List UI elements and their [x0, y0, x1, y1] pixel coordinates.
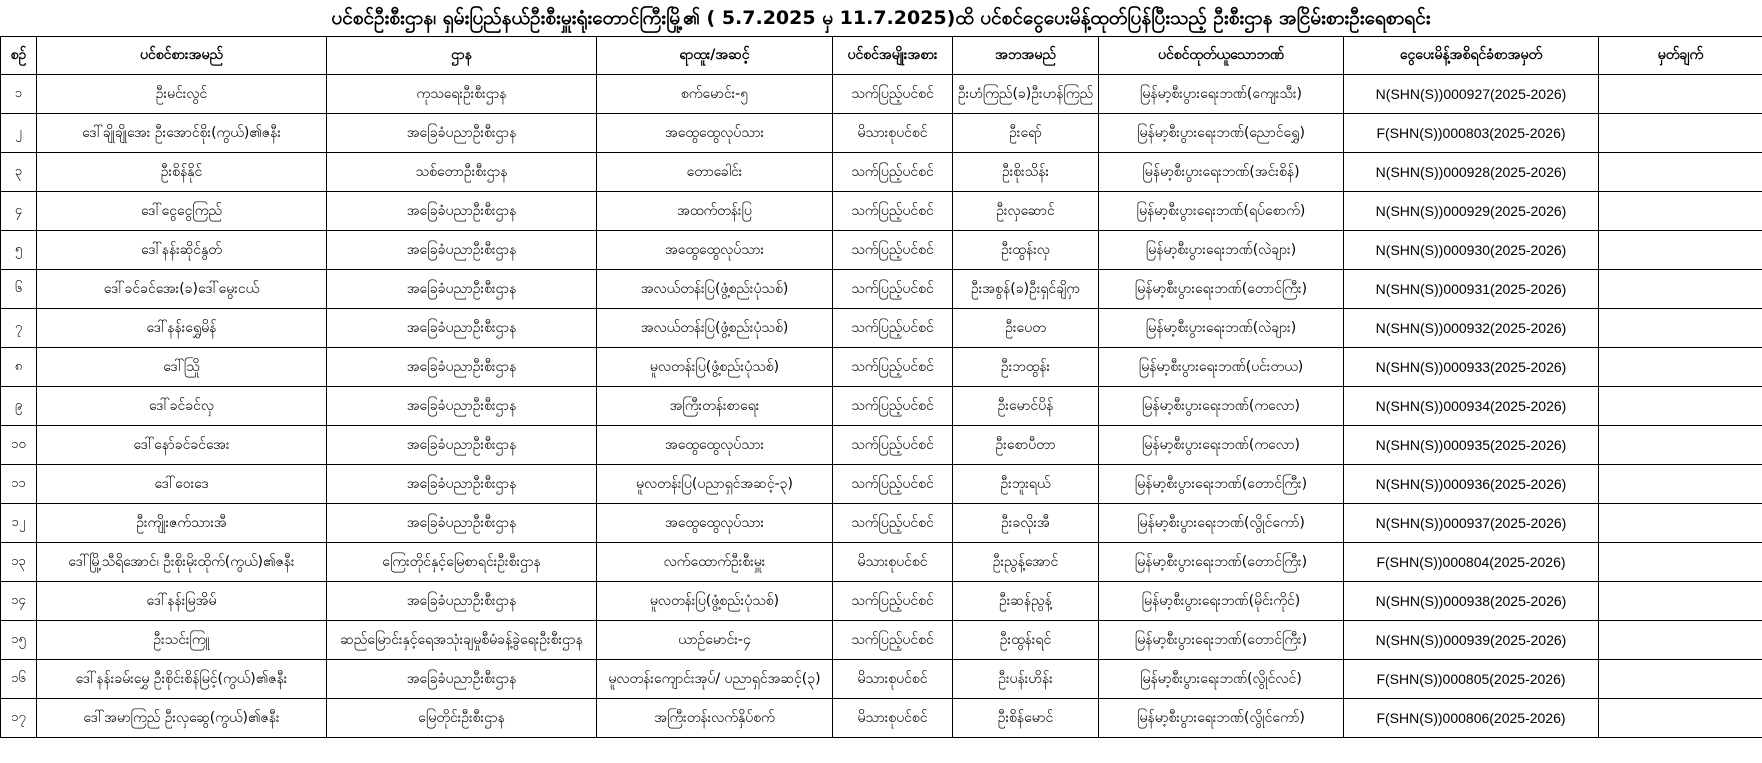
cell-department: ကုသရေးဦးစီးဌာန [327, 75, 597, 114]
cell-pension-type: သက်ပြည့်ပင်စင် [833, 426, 953, 465]
cell-father: ဦးရော် [953, 114, 1099, 153]
cell-no: ၁၂ [1, 504, 37, 543]
cell-license-no: N(SHN(S))000929(2025-2026) [1344, 192, 1599, 231]
cell-pension-type: မိသားစုပင်စင် [833, 699, 953, 738]
cell-position: မူလတန်းပြ(ဖွံ့စည်းပုံသစ်) [597, 348, 833, 387]
cell-bank: မြန်မာ့စီးပွားရေးဘဏ်(တောင်ကြီး) [1099, 621, 1344, 660]
cell-remark [1599, 621, 1762, 660]
table-row [1, 387, 1762, 426]
cell-pension-type: သက်ပြည့်ပင်စင် [833, 387, 953, 426]
table-row [1, 621, 1762, 660]
cell-name: ဦးကျိုးဇက်သားအီ [37, 504, 327, 543]
cell-name: ဒေါ်နန်းရွှေမိန် [37, 309, 327, 348]
cell-position: အထွေထွေလုပ်သား [597, 426, 833, 465]
cell-pension-type: သက်ပြည့်ပင်စင် [833, 465, 953, 504]
cell-remark [1599, 153, 1762, 192]
cell-pension-type: မိသားစုပင်စင် [833, 543, 953, 582]
cell-remark [1599, 465, 1762, 504]
header-row [1, 37, 1762, 75]
table-row [1, 270, 1762, 309]
cell-father: ဦးဘူးရယ် [953, 465, 1099, 504]
cell-father: ဦးစိန်မောင် [953, 699, 1099, 738]
cell-name: ဒေါ်ငွေငွေကြည် [37, 192, 327, 231]
cell-position: မူလတန်းပြ(ဖွံ့စည်းပုံသစ်) [597, 582, 833, 621]
cell-name: ဒေါ်ဝေးဒေ [37, 465, 327, 504]
cell-no: ၂ [1, 114, 37, 153]
cell-remark [1599, 426, 1762, 465]
cell-pension-type: သက်ပြည့်ပင်စင် [833, 582, 953, 621]
cell-remark [1599, 75, 1762, 114]
cell-father: ဦးပေတ [953, 309, 1099, 348]
cell-no: ၁၅ [1, 621, 37, 660]
table-row [1, 231, 1762, 270]
cell-license-no: F(SHN(S))000805(2025-2026) [1344, 660, 1599, 699]
cell-remark [1599, 270, 1762, 309]
cell-department: အခြေခံပညာဦးစီးဌာန [327, 465, 597, 504]
cell-no: ၁၄ [1, 582, 37, 621]
cell-father: ဦးမောင်ပိန် [953, 387, 1099, 426]
cell-department: အခြေခံပညာဦးစီးဌာန [327, 114, 597, 153]
cell-license-no: N(SHN(S))000936(2025-2026) [1344, 465, 1599, 504]
cell-position: အထွေထွေလုပ်သား [597, 504, 833, 543]
header-pension-type: ပင်စင်အမျိုးအစား [833, 37, 953, 75]
cell-department: အခြေခံပညာဦးစီးဌာန [327, 426, 597, 465]
cell-position: အထက်တန်းပြ [597, 192, 833, 231]
cell-license-no: N(SHN(S))000932(2025-2026) [1344, 309, 1599, 348]
cell-department: အခြေခံပညာဦးစီးဌာန [327, 231, 597, 270]
cell-pension-type: သက်ပြည့်ပင်စင် [833, 75, 953, 114]
table-row [1, 543, 1762, 582]
cell-no: ၁၀ [1, 426, 37, 465]
cell-no: ၁၇ [1, 699, 37, 738]
header-name: ပင်စင်စားအမည် [37, 37, 327, 75]
header-no: စဉ် [1, 37, 37, 75]
cell-bank: မြန်မာ့စီးပွားရေးဘဏ်(အင်းစိန်) [1099, 153, 1344, 192]
cell-father: ဦးပန်းဟိန်း [953, 660, 1099, 699]
cell-department: မြေတိုင်းဦးစီးဌာန [327, 699, 597, 738]
cell-father: ဦးအစွန်(ခ)ဦးရှင်ချိဂှာ [953, 270, 1099, 309]
cell-pension-type: သက်ပြည့်ပင်စင် [833, 309, 953, 348]
cell-remark [1599, 231, 1762, 270]
table-row [1, 465, 1762, 504]
table-row [1, 504, 1762, 543]
cell-name: ဒေါ်သြို [37, 348, 327, 387]
cell-license-no: F(SHN(S))000803(2025-2026) [1344, 114, 1599, 153]
table-row [1, 309, 1762, 348]
cell-department: ဆည်မြောင်းနှင့်ရေအသုံးချမှုစီမံခန့်ခွဲရေးဦးစီးဌာန [327, 621, 597, 660]
table-row [1, 153, 1762, 192]
cell-name: ဒေါ်နန်းမြအိမ် [37, 582, 327, 621]
cell-father: ဦးဘထွန်း [953, 348, 1099, 387]
cell-bank: မြန်မာ့စီးပွားရေးဘဏ်(ကျေးသီး) [1099, 75, 1344, 114]
cell-name: ဒေါ်နော်ခင်ခင်အေး [37, 426, 327, 465]
cell-father: ဦးဟံကြည်(ခ)ဦးဟန်ကြည် [953, 75, 1099, 114]
header-department: ဌာန [327, 37, 597, 75]
cell-bank: မြန်မာ့စီးပွားရေးဘဏ်(လဲချား) [1099, 309, 1344, 348]
cell-pension-type: မိသားစုပင်စင် [833, 660, 953, 699]
cell-pension-type: သက်ပြည့်ပင်စင် [833, 621, 953, 660]
cell-remark [1599, 582, 1762, 621]
cell-department: အခြေခံပညာဦးစီးဌာန [327, 504, 597, 543]
cell-name: ဒေါ်နန်းခမ်းမွှေ ဦးစိုင်းစိန်မြင့်(ကွယ်)၏ဇနီး [37, 660, 327, 699]
cell-department: အခြေခံပညာဦးစီးဌာန [327, 270, 597, 309]
cell-father: ဦးခလိုးအီ [953, 504, 1099, 543]
cell-remark [1599, 192, 1762, 231]
cell-father: ဦးညွန့်အောင် [953, 543, 1099, 582]
cell-position: အထွေထွေလုပ်သား [597, 114, 833, 153]
header-license-no: ငွေပေးမိန့်အစိရင်ခံစာအမှတ် [1344, 37, 1599, 75]
cell-father: ဦးဆန်ညွန့် [953, 582, 1099, 621]
cell-department: အခြေခံပညာဦးစီးဌာန [327, 192, 597, 231]
cell-position: အလယ်တန်းပြ(ဖွံ့စည်းပုံသစ်) [597, 270, 833, 309]
header-bank: ပင်စင်ထုတ်ယူသောဘဏ် [1099, 37, 1344, 75]
table-row [1, 114, 1762, 153]
table-row [1, 699, 1762, 738]
cell-name: ဦးသင်းကြူ [37, 621, 327, 660]
cell-name: ဒေါ်နန်းဆိုင်နွတ် [37, 231, 327, 270]
cell-license-no: F(SHN(S))000806(2025-2026) [1344, 699, 1599, 738]
cell-no: ၈ [1, 348, 37, 387]
cell-father: ဦးလှဆောင် [953, 192, 1099, 231]
cell-bank: မြန်မာ့စီးပွားရေးဘဏ်(ပင်းတယ) [1099, 348, 1344, 387]
cell-name: ဒေါ်ခင်ခင်လှ [37, 387, 327, 426]
cell-no: ၅ [1, 231, 37, 270]
pension-table [0, 36, 1762, 738]
cell-pension-type: သက်ပြည့်ပင်စင် [833, 231, 953, 270]
cell-position: ယာဉ်မောင်း-၄ [597, 621, 833, 660]
cell-department: ကြေးတိုင်နှင့်မြေစာရင်းဦးစီးဌာန [327, 543, 597, 582]
cell-pension-type: သက်ပြည့်ပင်စင် [833, 348, 953, 387]
cell-pension-type: သက်ပြည့်ပင်စင် [833, 270, 953, 309]
cell-position: တောခေါင်း [597, 153, 833, 192]
cell-father: ဦးစိုးသိန်း [953, 153, 1099, 192]
cell-bank: မြန်မာ့စီးပွားရေးဘဏ်(တောင်ကြီး) [1099, 270, 1344, 309]
cell-remark [1599, 660, 1762, 699]
cell-department: အခြေခံပညာဦးစီးဌာန [327, 660, 597, 699]
cell-position: အကြီးတန်းလက်နှိပ်စက် [597, 699, 833, 738]
cell-bank: မြန်မာ့စီးပွားရေးဘဏ်(လဲချား) [1099, 231, 1344, 270]
cell-bank: မြန်မာ့စီးပွားရေးဘဏ်(ရပ်စောက်) [1099, 192, 1344, 231]
cell-license-no: N(SHN(S))000934(2025-2026) [1344, 387, 1599, 426]
table-row [1, 582, 1762, 621]
cell-no: ၁၃ [1, 543, 37, 582]
cell-remark [1599, 114, 1762, 153]
cell-name: ဒေါ်မြို့သီရိအောင်၊ ဦးစိုးမိုးထိုက်(ကွယ်)၏ဇနီး [37, 543, 327, 582]
cell-license-no: F(SHN(S))000804(2025-2026) [1344, 543, 1599, 582]
cell-name: ဦးမင်းလွင် [37, 75, 327, 114]
cell-department: သစ်တောဦးစီးဌာန [327, 153, 597, 192]
table-row [1, 192, 1762, 231]
cell-bank: မြန်မာ့စီးပွားရေးဘဏ်(လွိုင်ကော်) [1099, 504, 1344, 543]
cell-department: အခြေခံပညာဦးစီးဌာန [327, 309, 597, 348]
cell-name: ဒေါ်ချိုချိုအေး ဦးအောင်စိုး(ကွယ်)၏ဇနီး [37, 114, 327, 153]
cell-license-no: N(SHN(S))000937(2025-2026) [1344, 504, 1599, 543]
cell-remark [1599, 504, 1762, 543]
cell-father: ဦးစောပီတာ [953, 426, 1099, 465]
cell-remark [1599, 543, 1762, 582]
cell-bank: မြန်မာ့စီးပွားရေးဘဏ်(မိုင်းကိုင်) [1099, 582, 1344, 621]
cell-remark [1599, 699, 1762, 738]
cell-name: ဒေါ်ခင်ခင်အေး(ခ)ဒေါ်မွေးငယ် [37, 270, 327, 309]
cell-bank: မြန်မာ့စီးပွားရေးဘဏ်(လွိုင်လင်) [1099, 660, 1344, 699]
cell-bank: မြန်မာ့စီးပွားရေးဘဏ်(တောင်ကြီး) [1099, 543, 1344, 582]
cell-bank: မြန်မာ့စီးပွားရေးဘဏ်(ကလော) [1099, 387, 1344, 426]
cell-license-no: N(SHN(S))000933(2025-2026) [1344, 348, 1599, 387]
cell-position: စက်မောင်း-၅ [597, 75, 833, 114]
cell-license-no: N(SHN(S))000935(2025-2026) [1344, 426, 1599, 465]
page-title: ပင်စင်ဦးစီးဌာန၊ ရှမ်းပြည်နယ်ဦးစီးမှူးရုံးတောင်ကြီးမြို့၏ ( 5.7.2025 မှ 11.7.2025)ထိ ပင်စင်ငွေပေးမိန့်ထုတ်ပြန်ပြီးသည့် ဦးစီးဌာန အငြိမ်းစားဦးရေစာရင်း [331, 7, 1431, 29]
cell-department: အခြေခံပညာဦးစီးဌာန [327, 387, 597, 426]
cell-position: မူလတန်းပြ(ပညာရှင်အဆင့်-၃) [597, 465, 833, 504]
header-remark: မှတ်ချက် [1599, 37, 1762, 75]
cell-pension-type: သက်ပြည့်ပင်စင် [833, 504, 953, 543]
cell-position: အကြီးတန်းစာရေး [597, 387, 833, 426]
cell-no: ၃ [1, 153, 37, 192]
cell-license-no: N(SHN(S))000928(2025-2026) [1344, 153, 1599, 192]
cell-license-no: N(SHN(S))000930(2025-2026) [1344, 231, 1599, 270]
cell-name: ဦးစိန်နိုင် [37, 153, 327, 192]
cell-no: ၄ [1, 192, 37, 231]
table-row [1, 660, 1762, 699]
cell-license-no: N(SHN(S))000927(2025-2026) [1344, 75, 1599, 114]
table-row [1, 348, 1762, 387]
cell-bank: မြန်မာ့စီးပွားရေးဘဏ်(ကလော) [1099, 426, 1344, 465]
cell-remark [1599, 348, 1762, 387]
cell-position: အလယ်တန်းပြ(ဖွံ့စည်းပုံသစ်) [597, 309, 833, 348]
cell-no: ၁၆ [1, 660, 37, 699]
table-row [1, 75, 1762, 114]
cell-position: အထွေထွေလုပ်သား [597, 231, 833, 270]
cell-no: ၉ [1, 387, 37, 426]
cell-pension-type: သက်ပြည့်ပင်စင် [833, 153, 953, 192]
cell-pension-type: သက်ပြည့်ပင်စင် [833, 192, 953, 231]
cell-position: မူလတန်းကျောင်းအုပ်/ ပညာရှင်အဆင့်(၃) [597, 660, 833, 699]
table-body [1, 75, 1762, 738]
cell-license-no: N(SHN(S))000938(2025-2026) [1344, 582, 1599, 621]
header-father: အဘအမည် [953, 37, 1099, 75]
cell-no: ၁၁ [1, 465, 37, 504]
cell-license-no: N(SHN(S))000931(2025-2026) [1344, 270, 1599, 309]
cell-bank: မြန်မာ့စီးပွားရေးဘဏ်(ညောင်ရွှေ) [1099, 114, 1344, 153]
cell-father: ဦးထွန်းလှ [953, 231, 1099, 270]
header-position: ရာထူး/အဆင့် [597, 37, 833, 75]
cell-no: ၆ [1, 270, 37, 309]
cell-license-no: N(SHN(S))000939(2025-2026) [1344, 621, 1599, 660]
cell-bank: မြန်မာ့စီးပွားရေးဘဏ်(တောင်ကြီး) [1099, 465, 1344, 504]
table-row [1, 426, 1762, 465]
cell-position: လက်ထောက်ဦးစီးမှူး [597, 543, 833, 582]
cell-father: ဦးထွန်းရင် [953, 621, 1099, 660]
cell-name: ဒေါ်အမာကြည် ဦးလှဆွေ(ကွယ်)၏ဇနီး [37, 699, 327, 738]
cell-no: ၁ [1, 75, 37, 114]
cell-no: ၇ [1, 309, 37, 348]
cell-department: အခြေခံပညာဦးစီးဌာန [327, 348, 597, 387]
cell-remark [1599, 309, 1762, 348]
cell-department: အခြေခံပညာဦးစီးဌာန [327, 582, 597, 621]
cell-remark [1599, 387, 1762, 426]
cell-bank: မြန်မာ့စီးပွားရေးဘဏ်(လွိုင်ကော်) [1099, 699, 1344, 738]
cell-pension-type: မိသားစုပင်စင် [833, 114, 953, 153]
